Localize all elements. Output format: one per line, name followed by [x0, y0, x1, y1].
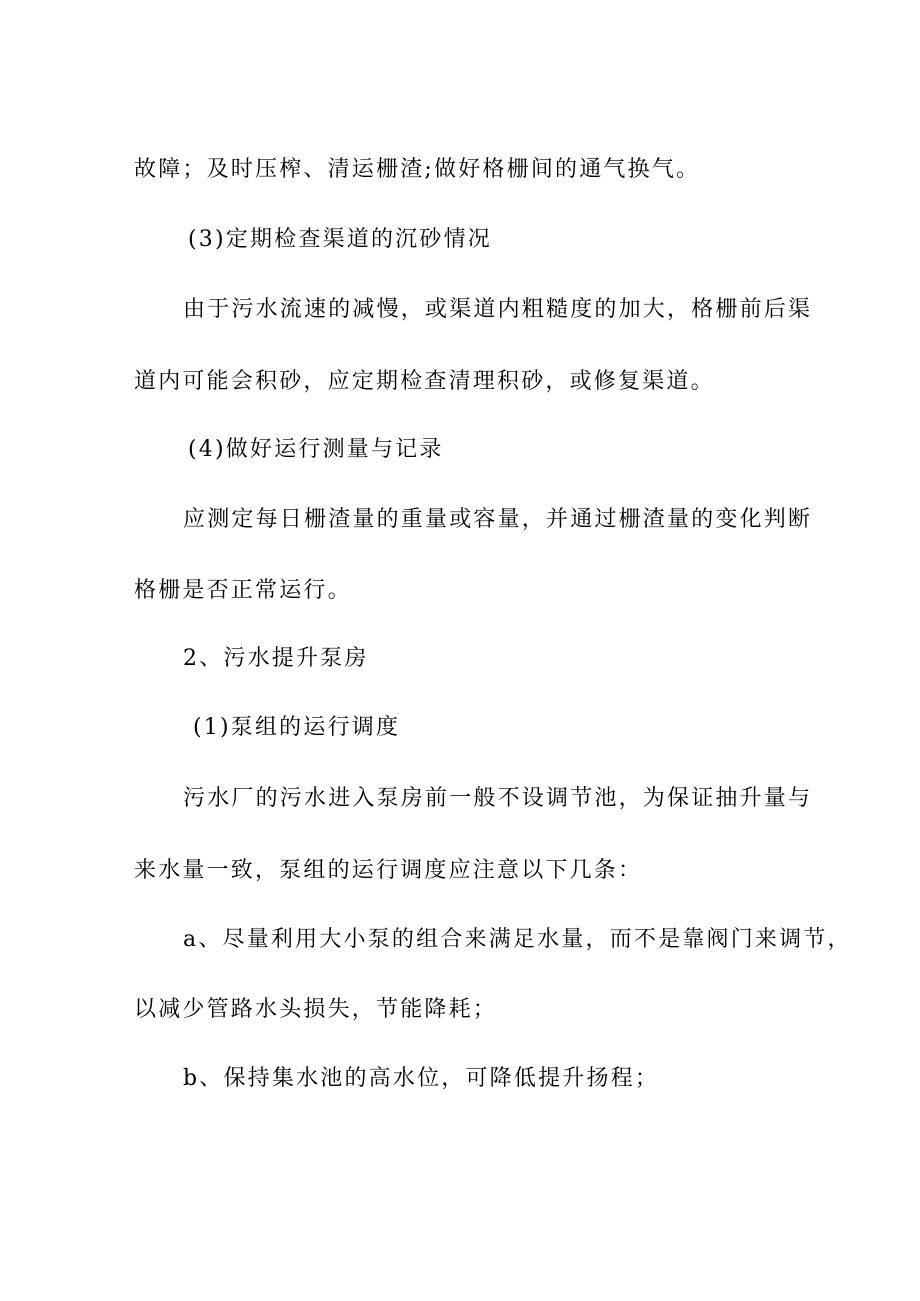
list-item-a-line-1: a、尽量利用大小泵的组合来满足水量，而不是靠阀门来调节，: [183, 927, 852, 952]
list-item-b: b、保持集水池的高水位，可降低提升扬程；: [183, 1066, 660, 1091]
section-heading-3: (3)定期检查渠道的沉砂情况: [188, 227, 492, 252]
paragraph-line-10: 污水厂的污水进入泵房前一般不设调节池，为保证抽升量与: [183, 786, 813, 811]
paragraph-line-6: 应测定每日栅渣量的重量或容量，并通过栅渣量的变化判断: [183, 507, 813, 532]
section-heading-2: 2、污水提升泵房: [183, 646, 369, 671]
paragraph-line-7: 格栅是否正常运行。: [134, 578, 352, 603]
section-heading-4: (4)做好运行测量与记录: [188, 437, 444, 462]
list-item-a-line-2: 以减少管路水头损失，节能降耗；: [134, 997, 498, 1022]
section-heading-1: (1)泵组的运行调度: [193, 715, 401, 740]
paragraph-line-4: 道内可能会积砂，应定期检查清理积砂，或修复渠道。: [134, 369, 715, 394]
paragraph-line-3: 由于污水流速的减慢，或渠道内粗糙度的加大，格栅前后渠: [183, 297, 813, 322]
paragraph-line-1: 故障；及时压榨、清运栅渣;做好格栅间的通气换气。: [134, 157, 701, 182]
paragraph-line-11: 来水量一致，泵组的运行调度应注意以下几条：: [134, 858, 643, 883]
